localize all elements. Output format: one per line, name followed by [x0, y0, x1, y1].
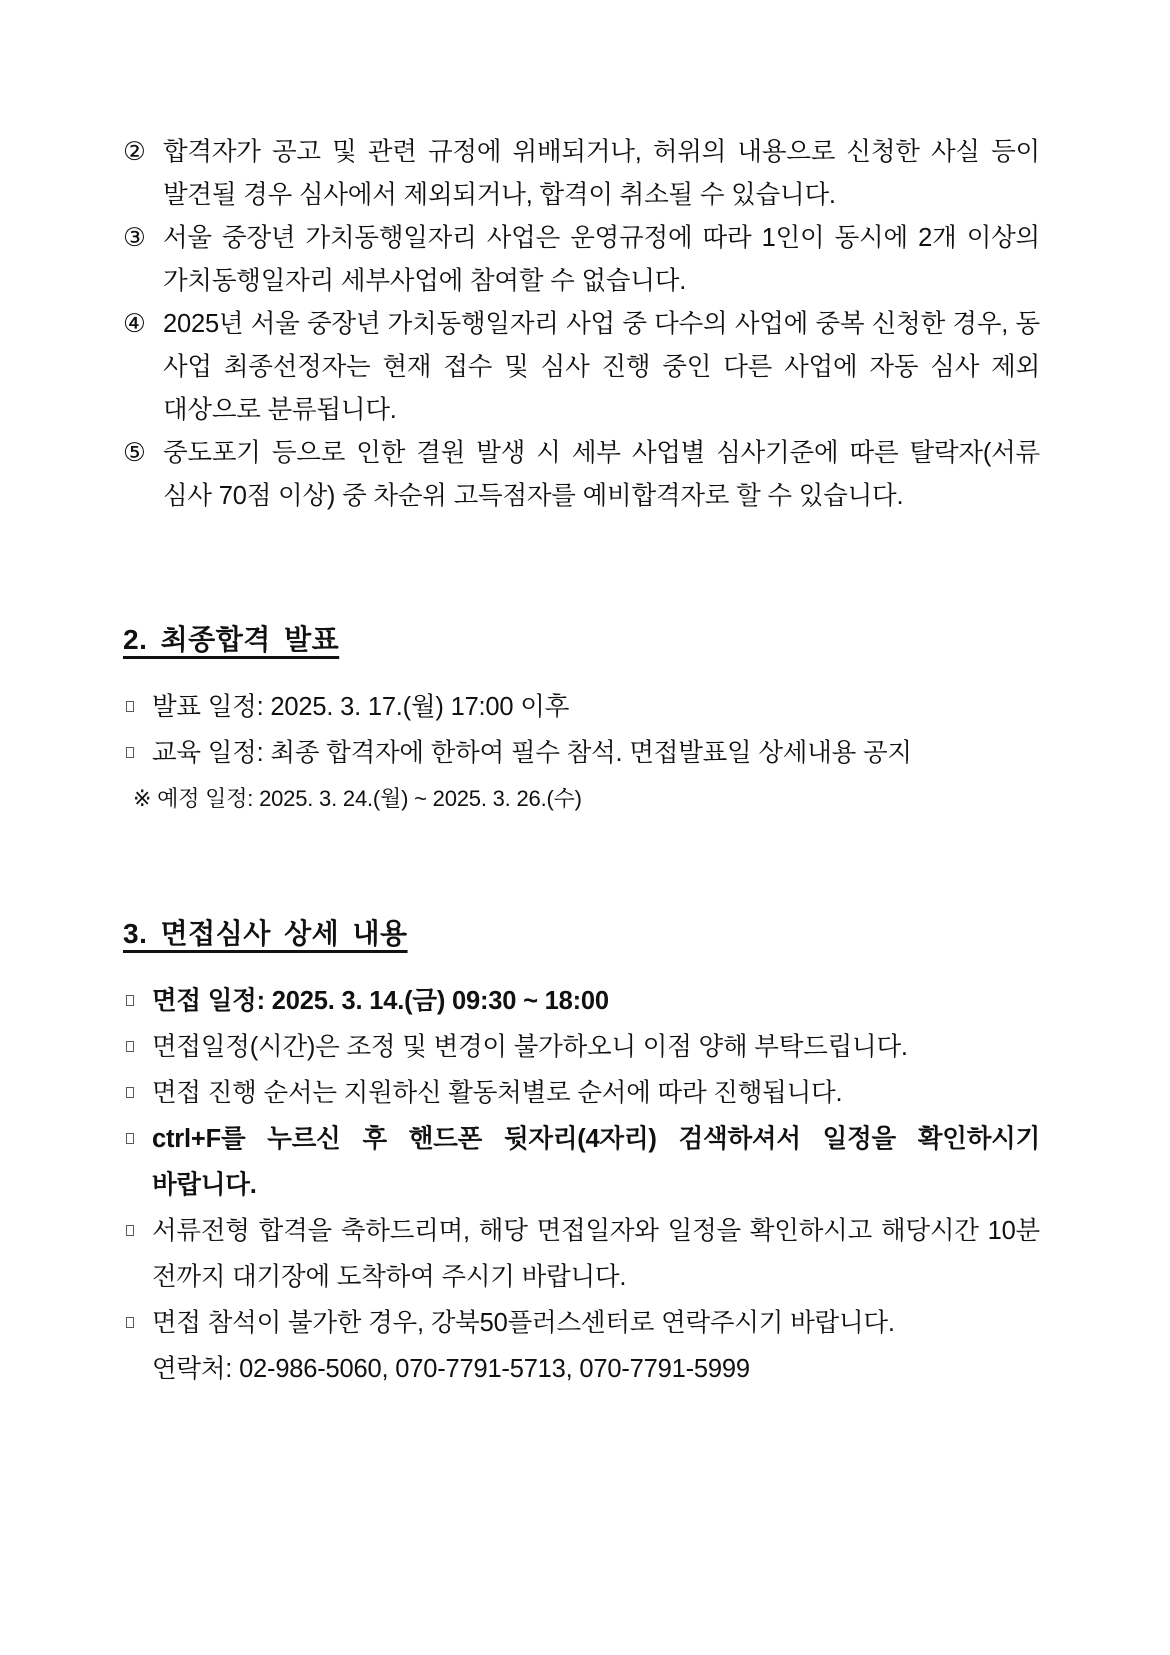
- note-item-2: [123, 131, 1040, 217]
- square-bullet-icon: [126, 1133, 134, 1144]
- section-title-final-result: 2. 최종합격 발표: [123, 624, 340, 655]
- list-item-announce-date: [123, 684, 1040, 730]
- list-item-arrive-early: [123, 1208, 1040, 1300]
- square-bullet-icon: [126, 701, 134, 712]
- item-text: 면접 진행 순서는 지원하신 활동처별로 순서에 따라 진행됩니다.: [152, 1079, 843, 1107]
- item-text: ctrl+F를 누르신 후 핸드폰 뒷자리(4자리) 검색하셔서 일정을 확인하시기 바랍니다.: [152, 1125, 1040, 1199]
- notes-list: [123, 131, 1040, 518]
- item-text: 면접 일정: 2025. 3. 14.(금) 09:30 ~ 18:00: [152, 987, 609, 1015]
- square-bullet-icon: [126, 1317, 134, 1328]
- contact-line: 연락처: 02-986-5060, 070-7791-5713, 070-7791-5999: [152, 1355, 750, 1383]
- note-text: 합격자가 공고 및 관련 규정에 위배되거나, 허위의 내용으로 신청한 사실 등이 발견될 경우 심사에서 제외되거나, 합격이 취소될 수 있습니다.: [163, 138, 1040, 209]
- square-bullet-icon: [126, 1087, 134, 1098]
- interview-detail-list: [123, 978, 1040, 1392]
- square-bullet-icon: [126, 1225, 134, 1236]
- note-item-4: [123, 303, 1040, 432]
- square-bullet-icon: [126, 1041, 134, 1052]
- list-item-interview-date: [123, 978, 1040, 1024]
- circled-number-marker: ⑤: [123, 439, 146, 467]
- note-text: 중도포기 등으로 인한 결원 발생 시 세부 사업별 심사기준에 따른 탈락자(서류 심사 70점 이상) 중 차순위 고득점자를 예비합격자로 할 수 있습니다.: [163, 439, 1040, 510]
- note-text: 서울 중장년 가치동행일자리 사업은 운영규정에 따라 1인이 동시에 2개 이상의 가치동행일자리 세부사업에 참여할 수 없습니다.: [163, 224, 1040, 295]
- item-text: 교육 일정: 최종 합격자에 한하여 필수 참석. 면접발표일 상세내용 공지: [152, 739, 912, 767]
- circled-number-marker: ②: [123, 138, 146, 166]
- list-item-no-change: [123, 1024, 1040, 1070]
- item-text: 면접 참석이 불가한 경우, 강북50플러스센터로 연락주시기 바랍니다.: [152, 1309, 895, 1337]
- circled-number-marker: ③: [123, 224, 146, 252]
- list-item-cannot-attend: [123, 1300, 1040, 1346]
- circled-number-marker: ④: [123, 310, 146, 338]
- note-text: 2025년 서울 중장년 가치동행일자리 사업 중 다수의 사업에 중복 신청한 경우, 동 사업 최종선정자는 현재 접수 및 심사 진행 중인 다른 사업에 자동 심사 제외 대상으로 분류됩니다.: [163, 310, 1040, 424]
- expected-schedule-note: ※ 예정 일정: 2025. 3. 24.(월) ~ 2025. 3. 26.(수): [133, 786, 582, 811]
- note-item-5: [123, 432, 1040, 518]
- item-text: 면접일정(시간)은 조정 및 변경이 불가하오니 이점 양해 부탁드립니다.: [152, 1033, 908, 1061]
- list-item-ctrl-f-search: [123, 1116, 1040, 1208]
- list-item-education-date: [123, 730, 1040, 776]
- note-item-3: [123, 217, 1040, 303]
- section-title-interview-detail: 3. 면접심사 상세 내용: [123, 918, 408, 949]
- final-result-list: [123, 684, 1040, 821]
- square-bullet-icon: [126, 995, 134, 1006]
- square-bullet-icon: [126, 747, 134, 758]
- item-text: 발표 일정: 2025. 3. 17.(월) 17:00 이후: [152, 693, 570, 721]
- item-text: 서류전형 합격을 축하드리며, 해당 면접일자와 일정을 확인하시고 해당시간 10분 전까지 대기장에 도착하여 주시기 바랍니다.: [152, 1217, 1040, 1291]
- list-item-order: [123, 1070, 1040, 1116]
